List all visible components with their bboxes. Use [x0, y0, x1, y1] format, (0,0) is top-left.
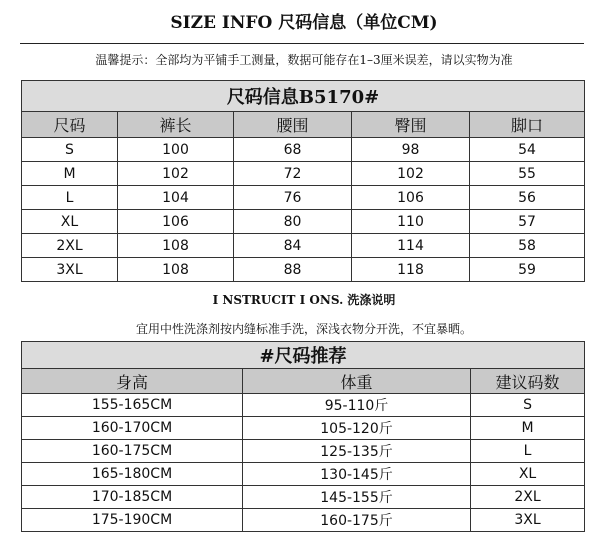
rec-table-row	[22, 509, 585, 532]
table-cell: 102	[118, 162, 234, 186]
column-header: 腰围	[234, 112, 352, 138]
rec-table-row	[22, 394, 585, 417]
column-header: 身高	[22, 369, 243, 394]
table-cell: 58	[470, 234, 585, 258]
table-cell: 160-175斤	[243, 509, 471, 532]
column-header: 体重	[243, 369, 471, 394]
table-cell: 56	[470, 186, 585, 210]
size-table-row	[22, 138, 585, 162]
table-cell: 165-180CM	[22, 463, 243, 486]
rec-table-row	[22, 486, 585, 509]
table-cell: 118	[352, 258, 470, 282]
measurement-notice: 温馨提示：全部均为平铺手工测量，数据可能存在1–3厘米误差，请以实物为准	[95, 53, 513, 67]
column-header: 建议码数	[471, 369, 585, 394]
table-cell: 102	[352, 162, 470, 186]
table-cell: 2XL	[471, 486, 585, 509]
column-header: 尺码	[22, 112, 118, 138]
table-cell: 3XL	[471, 509, 585, 532]
table-cell: L	[471, 440, 585, 463]
table-cell: S	[22, 138, 118, 162]
table-cell: 155-165CM	[22, 394, 243, 417]
table-cell: L	[22, 186, 118, 210]
table-cell: 57	[470, 210, 585, 234]
table-cell: 80	[234, 210, 352, 234]
size-table-row	[22, 258, 585, 282]
size-table-row	[22, 210, 585, 234]
table-cell: 100	[118, 138, 234, 162]
care-instructions-text: 宜用中性洗涤剂按内缝标准手洗，深浅衣物分开洗，不宜暴晒。	[135, 322, 472, 336]
table-cell: 76	[234, 186, 352, 210]
table-cell: 106	[352, 186, 470, 210]
table-cell: 3XL	[22, 258, 118, 282]
rec-table-row	[22, 417, 585, 440]
table-cell: 175-190CM	[22, 509, 243, 532]
table-cell: 54	[470, 138, 585, 162]
rec-table-row	[22, 440, 585, 463]
table-cell: 95-110斤	[243, 394, 471, 417]
size-info-table	[21, 80, 585, 282]
table-cell: XL	[471, 463, 585, 486]
table-cell: 170-185CM	[22, 486, 243, 509]
table-cell: 68	[234, 138, 352, 162]
table-cell: 55	[470, 162, 585, 186]
table-cell: 104	[118, 186, 234, 210]
table-cell: 105-120斤	[243, 417, 471, 440]
title-divider	[20, 43, 584, 44]
size-table-header-row	[22, 112, 585, 138]
table-cell: 125-135斤	[243, 440, 471, 463]
table-cell: 72	[234, 162, 352, 186]
column-header: 裤长	[118, 112, 234, 138]
column-header: 脚口	[470, 112, 585, 138]
rec-table-header-row	[22, 369, 585, 394]
care-instructions-title: I NSTRUCIT I ONS. 洗涤说明	[212, 293, 396, 307]
table-cell: 145-155斤	[243, 486, 471, 509]
size-table-title: 尺码信息B5170#	[22, 81, 585, 112]
table-cell: 84	[234, 234, 352, 258]
page-title: SIZE INFO 尺码信息（单位CM)	[170, 13, 438, 33]
rec-table-row	[22, 463, 585, 486]
table-cell: 108	[118, 234, 234, 258]
size-recommendation-table	[21, 341, 585, 532]
size-table-row	[22, 234, 585, 258]
table-cell: 88	[234, 258, 352, 282]
table-cell: 160-170CM	[22, 417, 243, 440]
table-cell: 130-145斤	[243, 463, 471, 486]
table-cell: XL	[22, 210, 118, 234]
table-cell: 106	[118, 210, 234, 234]
size-table-row	[22, 162, 585, 186]
table-cell: 59	[470, 258, 585, 282]
table-cell: 114	[352, 234, 470, 258]
table-cell: S	[471, 394, 585, 417]
rec-table-title: #尺码推荐	[22, 342, 585, 369]
table-cell: 160-175CM	[22, 440, 243, 463]
table-cell: 108	[118, 258, 234, 282]
table-cell: M	[22, 162, 118, 186]
table-cell: M	[471, 417, 585, 440]
table-cell: 110	[352, 210, 470, 234]
table-cell: 2XL	[22, 234, 118, 258]
table-cell: 98	[352, 138, 470, 162]
size-table-row	[22, 186, 585, 210]
column-header: 臀围	[352, 112, 470, 138]
